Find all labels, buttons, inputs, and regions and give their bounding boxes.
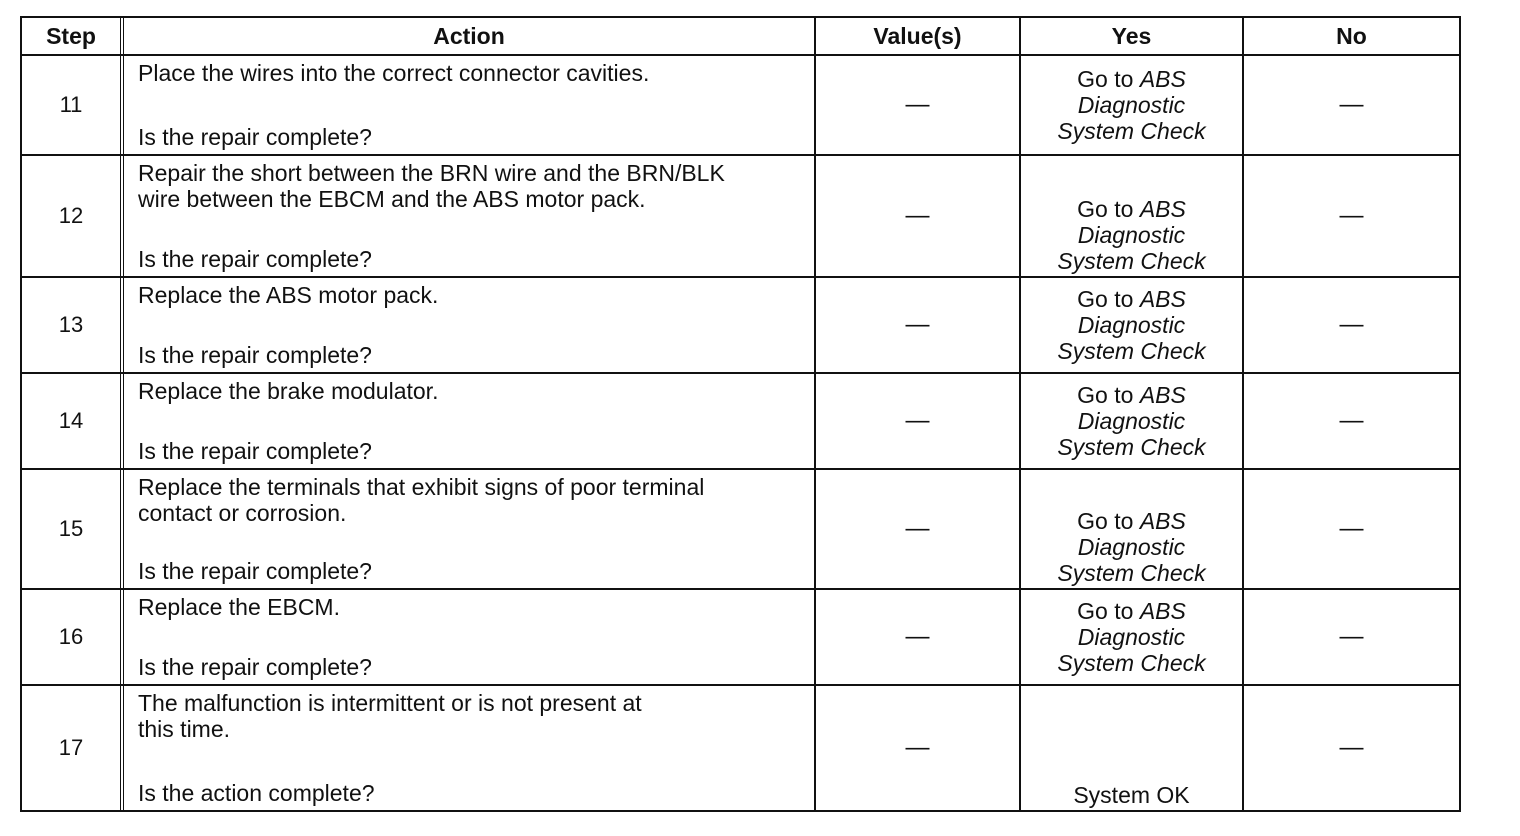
action-question: Is the repair complete? xyxy=(138,124,372,150)
yes-cell xyxy=(1021,686,1244,810)
action-cell xyxy=(124,156,816,276)
table-row xyxy=(22,374,1459,470)
action-question: Is the repair complete? xyxy=(138,654,372,680)
step-number: 11 xyxy=(22,56,124,154)
yes-cell xyxy=(1021,470,1244,588)
no-cell: — xyxy=(1339,202,1364,229)
header-action: Action xyxy=(124,18,816,54)
table-row xyxy=(22,56,1459,156)
yes-goto: Go to ABS Diagnostic System Check xyxy=(1057,508,1206,586)
no-cell: — xyxy=(1339,623,1364,650)
value-cell: — xyxy=(816,56,1021,154)
value-cell: — xyxy=(816,374,1021,468)
value-cell: — xyxy=(816,156,1021,276)
action-question: Is the repair complete? xyxy=(138,438,372,464)
no-cell: — xyxy=(1339,311,1364,338)
step-number: 15 xyxy=(22,470,124,588)
action-text: Replace the terminals that exhibit signs of poor terminal contact or corrosion. xyxy=(138,474,705,526)
table-row xyxy=(22,470,1459,590)
step-number: 17 xyxy=(22,686,124,810)
action-question: Is the repair complete? xyxy=(138,558,372,584)
yes-goto: Go to ABS Diagnostic System Check xyxy=(1057,66,1206,144)
table-row xyxy=(22,590,1459,686)
action-text: Replace the ABS motor pack. xyxy=(138,282,439,308)
yes-goto: Go to ABS Diagnostic System Check xyxy=(1057,598,1206,676)
table-row xyxy=(22,278,1459,374)
action-text: Replace the EBCM. xyxy=(138,594,340,620)
action-text: The malfunction is intermittent or is not present at this time. xyxy=(138,690,642,742)
yes-goto: Go to ABS Diagnostic System Check xyxy=(1057,196,1206,274)
action-text: Repair the short between the BRN wire and the BRN/BLK wire between the EBCM and the ABS motor pack. xyxy=(138,160,725,212)
action-text: Replace the brake modulator. xyxy=(138,378,439,404)
step-number: 12 xyxy=(22,156,124,276)
header-values: Value(s) xyxy=(816,18,1021,54)
value-cell: — xyxy=(816,278,1021,372)
table-row xyxy=(22,156,1459,278)
header-no: No xyxy=(1336,23,1367,49)
yes-cell xyxy=(1021,56,1244,154)
action-text: Place the wires into the correct connector cavities. xyxy=(138,60,650,86)
header-yes: Yes xyxy=(1021,18,1244,54)
yes-goto: Go to ABS Diagnostic System Check xyxy=(1057,382,1206,460)
no-cell: — xyxy=(1339,515,1364,542)
no-cell: — xyxy=(1339,91,1364,118)
yes-cell xyxy=(1021,590,1244,684)
diagnostic-table xyxy=(20,16,1461,812)
header-step: Step xyxy=(22,18,124,54)
table-header xyxy=(22,18,1459,56)
action-cell xyxy=(124,686,816,810)
yes-cell xyxy=(1021,374,1244,468)
yes-system-ok: System OK xyxy=(1073,782,1190,808)
action-cell xyxy=(124,278,816,372)
yes-cell xyxy=(1021,156,1244,276)
no-cell: — xyxy=(1339,407,1364,434)
value-cell: — xyxy=(816,686,1021,810)
table-row xyxy=(22,686,1459,810)
action-cell xyxy=(124,590,816,684)
action-question: Is the repair complete? xyxy=(138,342,372,368)
action-question: Is the action complete? xyxy=(138,780,375,806)
yes-cell xyxy=(1021,278,1244,372)
value-cell: — xyxy=(816,590,1021,684)
step-number: 16 xyxy=(22,590,124,684)
step-number: 14 xyxy=(22,374,124,468)
step-number: 13 xyxy=(22,278,124,372)
action-cell xyxy=(124,56,816,154)
no-cell: — xyxy=(1339,734,1364,761)
value-cell: — xyxy=(816,470,1021,588)
action-cell xyxy=(124,470,816,588)
action-cell xyxy=(124,374,816,468)
action-question: Is the repair complete? xyxy=(138,246,372,272)
yes-goto: Go to ABS Diagnostic System Check xyxy=(1057,286,1206,364)
